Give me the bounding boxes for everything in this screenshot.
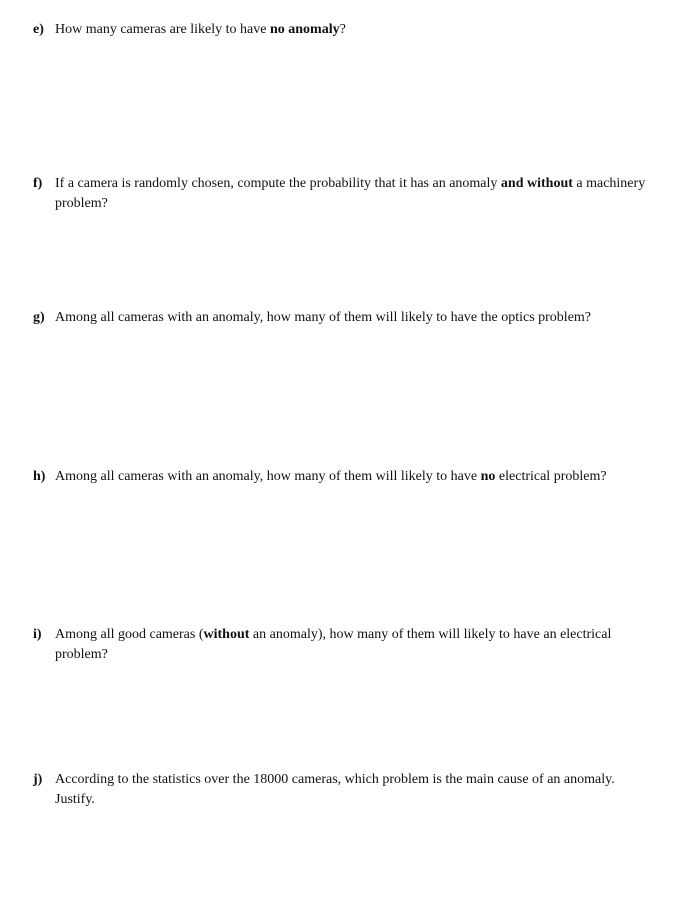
question-label: i) — [33, 627, 42, 642]
emphasis-text: and without — [500, 176, 573, 191]
emphasis-text: no — [480, 469, 496, 484]
question-text: How many cameras are likely to have no anomaly? — [55, 22, 346, 37]
question-g — [33, 308, 653, 328]
question-i — [33, 625, 653, 665]
question-j — [33, 770, 653, 810]
question-label: e) — [33, 22, 44, 37]
emphasis-text: without — [203, 627, 250, 642]
question-label: j) — [33, 772, 43, 787]
question-text: Among all cameras with an anomaly, how many of them will likely to have the optics problem? — [55, 310, 592, 325]
question-text: Among all cameras with an anomaly, how many of them will likely to have no electrical problem? — [55, 469, 607, 484]
question-label: f) — [33, 176, 43, 191]
question-label: g) — [33, 310, 45, 325]
question-h — [33, 467, 653, 487]
question-text: If a camera is randomly chosen, compute the probability that it has an anomaly and without a machinery problem? — [55, 176, 646, 211]
question-label: h) — [33, 469, 46, 484]
question-e — [33, 20, 653, 40]
emphasis-text: no anomaly — [269, 22, 340, 37]
question-text: Among all good cameras (without an anomaly), how many of them will likely to have an electrical problem? — [55, 627, 612, 662]
question-f — [33, 174, 653, 214]
question-text: According to the statistics over the 18000 cameras, which problem is the main cause of an anomaly. Justify. — [55, 772, 615, 807]
